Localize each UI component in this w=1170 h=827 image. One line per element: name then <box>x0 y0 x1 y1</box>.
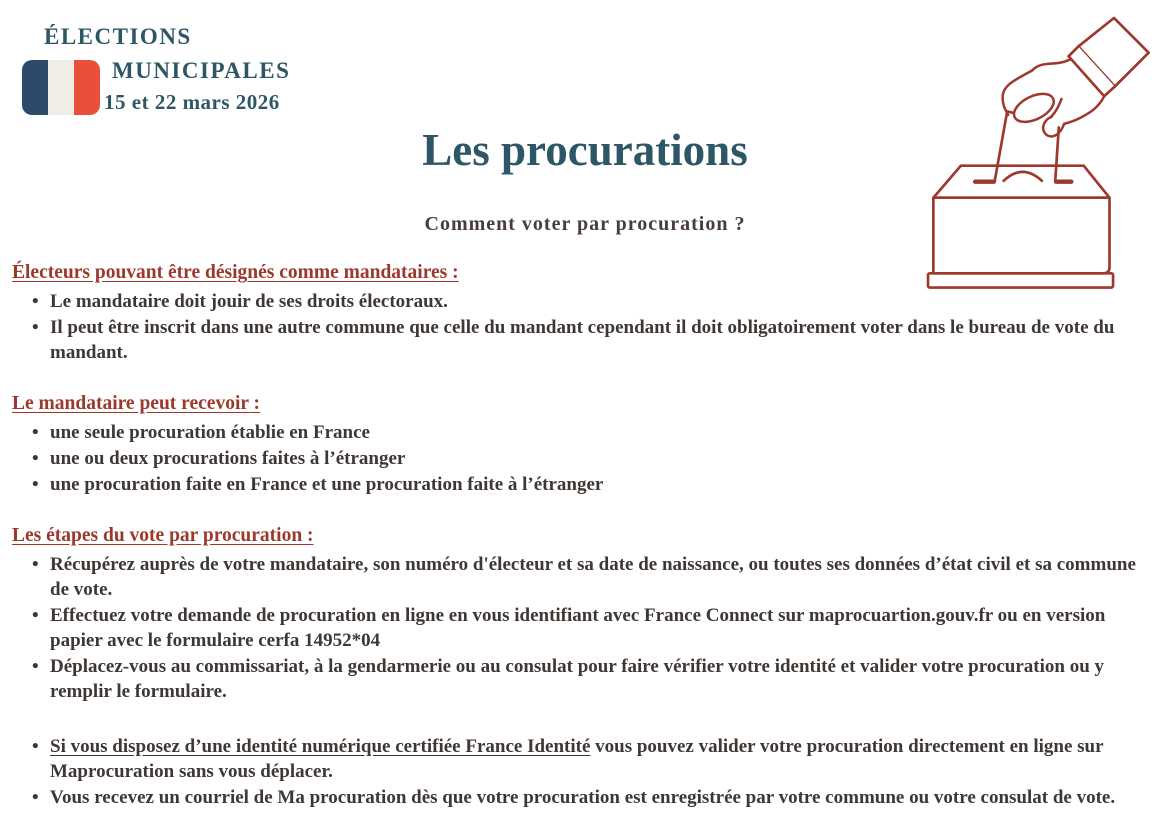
bullet-item: • Il peut être inscrit dans une autre commune que celle du mandant cependant il doit obligatoirement voter dans le bureau de vote du mandant. <box>32 315 1158 365</box>
brand-municipales-label: MUNICIPALES <box>112 58 291 83</box>
bullet-item: • Si vous disposez d’une identité numérique certifiée France Identité vous pouvez valider votre procuration directement en ligne sur Maprocuration sans vous déplacer. <box>32 734 1158 784</box>
section-recevoir <box>12 391 1158 497</box>
section-heading: Le mandataire peut recevoir : <box>12 392 261 414</box>
bullet-item: • Le mandataire doit jouir de ses droits électoraux. <box>32 289 1158 314</box>
bullet-item: • Effectuez votre demande de procuration en ligne en vous identifiant avec France Connect sur maprocuartion.gouv.fr ou en version papier avec le formulaire cerfa 14952*04 <box>32 603 1158 653</box>
section-heading: Les étapes du vote par procuration : <box>12 524 314 546</box>
french-flag-icon <box>22 60 100 115</box>
page-subtitle: Comment voter par procuration ? <box>424 213 746 235</box>
section-heading: Électeurs pouvant être désignés comme mandataires : <box>12 262 459 283</box>
bullet-list <box>12 552 1158 704</box>
bullet-list <box>12 734 1158 810</box>
bullet-item: • une seule procuration établie en France <box>32 420 1158 445</box>
bullet-item: • Vous recevez un courriel de Ma procuration dès que votre procuration est enregistrée par votre commune ou votre consulat de vote. <box>32 785 1158 810</box>
section-etapes <box>12 523 1158 704</box>
bullet-item: • une ou deux procurations faites à l’étranger <box>32 446 1158 471</box>
header-brand <box>0 0 330 130</box>
bullet-list <box>12 420 1158 497</box>
bullet-item: • une procuration faite en France et une procuration faite à l’étranger <box>32 472 1158 497</box>
flyer-body <box>12 260 1158 827</box>
flag-white-band <box>48 60 74 115</box>
section-mandataires <box>12 260 1158 365</box>
bullet-item: • Déplacez-vous au commissariat, à la gendarmerie ou au consulat pour faire vérifier votre identité et valider votre procuration ou y remplir le formulaire. <box>32 654 1158 704</box>
bullet-list <box>12 289 1158 365</box>
brand-election-dates: 15 et 22 mars 2026 <box>104 90 280 114</box>
section-france-identite <box>12 734 1158 810</box>
bullet-item: • Récupérez auprès de votre mandataire, son numéro d'électeur et sa date de naissance, ou toutes ses données d’état civil et sa commune de vote. <box>32 552 1158 602</box>
underlined-lead-text: Si vous disposez d’une identité numérique certifiée France Identité <box>50 736 591 758</box>
flag-red-band <box>74 60 100 115</box>
brand-elections-label: ÉLECTIONS <box>44 24 192 49</box>
flag-blue-band <box>22 60 48 115</box>
page-title: Les procurations <box>422 125 748 175</box>
